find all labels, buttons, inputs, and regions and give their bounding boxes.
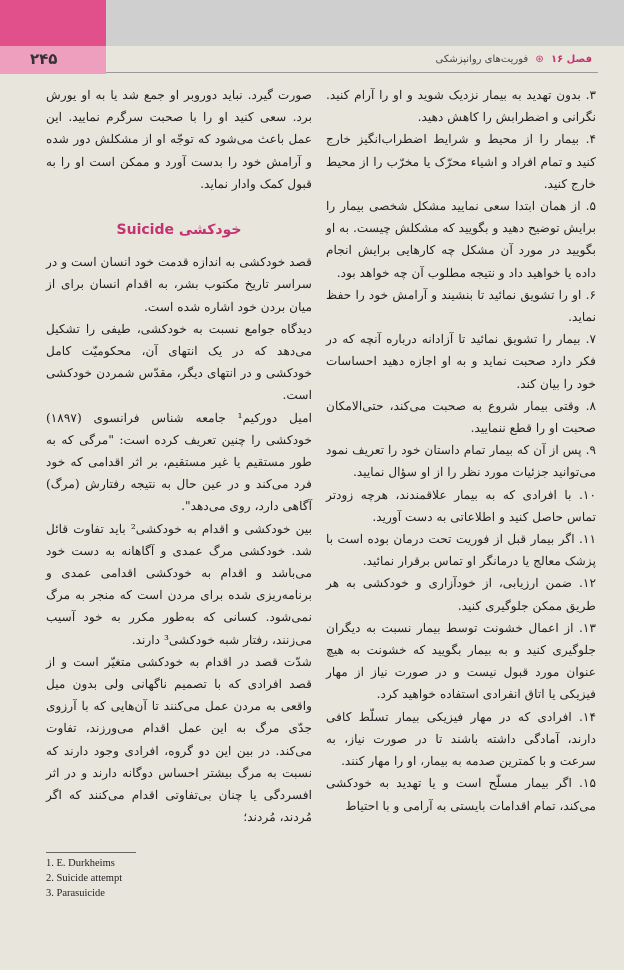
list-item: ۱۳. از اعمال خشونت توسط بیمار نسبت به دیگران جلوگیری کنید و به بیمار بگویید که خشونت به هیچ عنوان مورد قبول نیست و در صورت نیاز از مهار فیزیکی یا اتاق انفرادی استفاده خواهید کرد. [326,620,596,702]
section-heading: خودکشی Suicide [116,222,242,239]
list-item: ۳. بدون تهدید به بیمار نزدیک شوید و او را آرام کنید. نگرانی و اضطرابش را کاهش دهید. [326,88,596,125]
body-paragraph: شدّت قصد در اقدام به خودکشی متغیّر است و از قصد افرادی که با تصمیم ناگهانی ولی بدون میل واقعی به مردن عمل می‌کنند تا آن‌هایی که با آرزوی جدّی مرگ به این عمل اقدام می‌ورزند، تفاوت می‌کند. در بین این دو گروه، افرادی وجود دارند که نسبت به مرگ بیشتر احساس دوگانه دارند و در اثر افسردگی یا چنان بی‌تفاوتی اقدام می‌کنند که اگر مُردند، مُردند؛ [46,654,312,825]
continuation-paragraph: صورت گیرد. نباید دوروبر او جمع شد یا به او یورش برد. سعی کنید او را با صحبت سرگرم نمایید. این عمل باعث می‌شود که توجّه او از مشکلش دور شده و آرامش خود را بدست آورد و ممکن است او را به قبول کمک وادار نماید. [46,88,312,191]
ornament-icon: ⊛ [535,54,544,65]
footnote-rule [46,852,136,853]
list-item: ۵. از همان ابتدا سعی نمایید مشکل شخصی بیمار را برایش توضیح دهید و بگویید که مشکلش چیست. به او بگویید در مورد آن مشکل چه کارهایی برایش انجام داده یا خواهید داد و نتیجه مطلوب آن چه خواهد بود. [326,199,596,280]
list-item: ۱۰. با افرادی که به بیمار علاقمندند، هرچه زودتر تماس حاصل کنید و اطلاعاتی به دست آورید. [326,487,596,524]
list-item: ۷. بیمار را تشویق نمائید تا آزادانه درباره آنچه که در فکر دارد صحبت نماید و به او اجازه دهید احساسات خود را بیان کند. [326,332,596,391]
running-header [436,54,593,65]
footnote: 1. E. Durkheims [46,858,115,869]
body-paragraph: بین خودکشی و اقدام به خودکشی² باید تفاوت قائل شد. خودکشی مرگ عمدی و آگاهانه به دست خود می‌باشد و اقدام به خودکشی اقدامی عمدی و برنامه‌ریزی شده برای مردن است که منجر به مرگ نمی‌شود. کسانی که به‌طور مکرر به خود آسیب می‌زنند، رفتار شبه خودکشی³ دارند. [46,521,312,647]
page-number: ۲۴۵ [30,50,58,68]
body-paragraph: امیل دورکیم¹ جامعه شناس فرانسوی (۱۸۹۷) خودکشی را چنین تعریف کرده است: "مرگی که به طور مستقیم یا غیر مستقیم، بر اثر اقدامی که خود فرد می‌کند و در عین حال به نتیجه رفتارش (مرگ) آگاهی دارد، روی می‌دهد". [46,410,312,514]
list-item: ۱۴. افرادی که در مهار فیزیکی بیمار تسلّط کافی دارند، آمادگی داشته باشند تا در صورت نیاز، به سرعت و با کمترین صدمه به بیمار، او را مهار کنند. [326,709,596,769]
body-paragraph: دیدگاه جوامع نسبت به خودکشی، طیفی را تشکیل می‌دهد که در یک انتهای آن، محکومیّت کامل خودکشی و در انتهای دیگر، مقدّس شمردن خودکشی است. [46,321,312,403]
chapter-title: فوریت‌های روانپزشکی [435,54,529,65]
footnote: 3. Parasuicide [46,888,105,899]
right-column [326,84,596,817]
chapter-label: فصل ۱۶ [550,54,592,65]
list-item: ۶. او را تشویق نمائید تا بنشیند و آرامش خود را حفظ نماید. [326,287,596,325]
footnotes [46,856,266,901]
list-item: ۱۵. اگر بیمار مسلّح است و یا تهدید به خودکشی می‌کند، تمام اقدامات بایستی به آرامی و با احتیاط [326,776,596,813]
left-column [46,84,312,829]
pink-tab [0,0,106,46]
list-item: ۸. وقتی بیمار شروع به صحبت می‌کند، حتی‌الامکان صحبت او را قطع ننمایید. [326,398,596,436]
list-item: ۹. پس از آن که بیمار تمام داستان خود را تعریف نمود می‌توانید جزئیات مورد نظر را از او سؤال نمایید. [326,443,596,480]
list-item: ۴. بیمار را از محیط و شرایط اضطراب‌انگیز خارج کنید و تمام افراد و اشیاء محرّک یا مخرّب را از محیط خارج کنید. [326,132,596,191]
header-rule [106,72,598,73]
list-item: ۱۲. ضمن ارزیابی، از خودآزاری و خودکشی به هر طریق ممکن جلوگیری کنید. [326,576,596,613]
footnote: 2. Suicide attempt [46,873,123,884]
list-item: ۱۱. اگر بیمار قبل از فوریت تحت درمان بوده است با پزشک معالج یا درمانگر او تماس برقرار نمائید. [326,532,596,569]
body-paragraph: قصد خودکشی به اندازه قدمت خود انسان است و در سراسر تاریخ مکتوب بشر، به اقدام انسان برای از میان بردن خود اشاره شده است. [46,255,312,314]
